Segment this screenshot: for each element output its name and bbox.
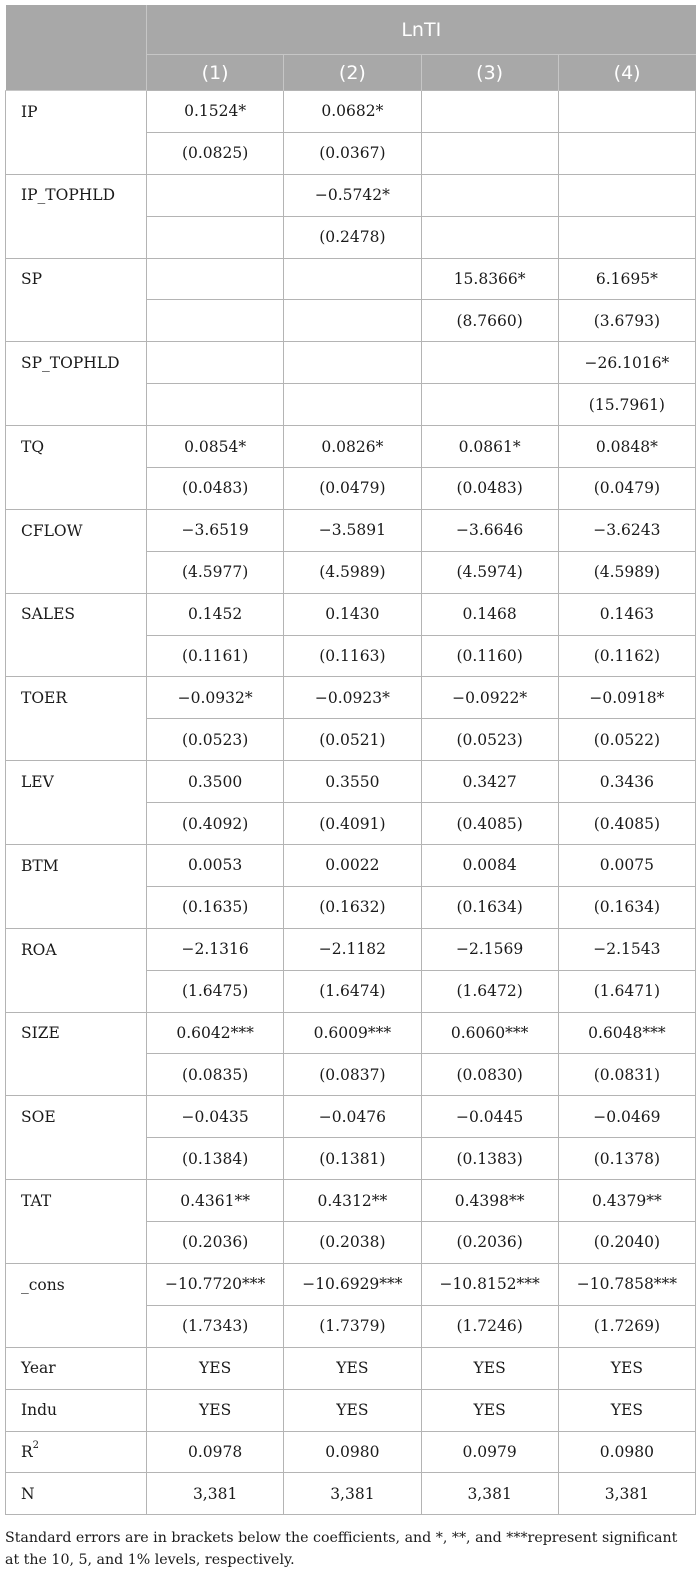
coefficient-cell: −0.5742* (284, 174, 421, 216)
coefficient-cell: −26.1016* (558, 342, 695, 384)
standard-error-cell: (1.7246) (421, 1305, 558, 1347)
coefficient-cell: 0.0053 (147, 845, 284, 887)
coefficient-cell: −2.1543 (558, 928, 695, 970)
standard-error-row (6, 803, 696, 845)
coefficient-cell: 0.4398** (421, 1180, 558, 1222)
coefficient-row (6, 928, 696, 970)
standard-error-cell: (0.2036) (147, 1222, 284, 1264)
coefficient-cell: 0.1524* (147, 91, 284, 133)
variable-label: SIZE (6, 1012, 147, 1054)
standard-error-cell: (0.1381) (284, 1138, 421, 1180)
coefficient-row (6, 1263, 696, 1305)
standard-error-cell: (1.6472) (421, 970, 558, 1012)
standard-error-cell: (4.5977) (147, 551, 284, 593)
standard-error-cell: (0.1162) (558, 635, 695, 677)
summary-cell: 3,381 (558, 1473, 695, 1515)
standard-error-cell: (0.0483) (147, 468, 284, 510)
summary-cell: YES (147, 1389, 284, 1431)
standard-error-cell: (1.6471) (558, 970, 695, 1012)
summary-row (6, 1431, 696, 1473)
variable-label: LEV (6, 761, 147, 803)
coefficient-cell (147, 342, 284, 384)
standard-error-cell: (0.0367) (284, 132, 421, 174)
summary-cell: YES (558, 1347, 695, 1389)
standard-error-cell: (0.0837) (284, 1054, 421, 1096)
standard-error-cell (147, 216, 284, 258)
standard-error-cell: (1.6474) (284, 970, 421, 1012)
variable-label: SP_TOPHLD (6, 342, 147, 384)
coefficient-cell: 0.3436 (558, 761, 695, 803)
coefficient-cell: −0.0923* (284, 677, 421, 719)
coefficient-cell (421, 342, 558, 384)
summary-row (6, 1473, 696, 1515)
standard-error-cell: (1.6475) (147, 970, 284, 1012)
coefficient-row (6, 174, 696, 216)
coefficient-cell: 0.6060*** (421, 1012, 558, 1054)
coefficient-cell: 0.1468 (421, 593, 558, 635)
coefficient-cell (147, 258, 284, 300)
coefficient-row (6, 1012, 696, 1054)
summary-cell: 0.0979 (421, 1431, 558, 1473)
summary-cell: 0.0978 (147, 1431, 284, 1473)
standard-error-cell: (4.5989) (558, 551, 695, 593)
standard-error-row (6, 384, 696, 426)
header-row-dependent-variable (6, 5, 696, 55)
standard-error-cell (284, 384, 421, 426)
summary-cell: YES (421, 1347, 558, 1389)
summary-label: Year (6, 1347, 147, 1389)
standard-error-cell: (0.1634) (558, 886, 695, 928)
summary-cell: YES (421, 1389, 558, 1431)
standard-error-row (6, 635, 696, 677)
variable-label: TAT (6, 1180, 147, 1222)
coefficient-cell: 15.8366* (421, 258, 558, 300)
variable-label: IP (6, 91, 147, 133)
standard-error-cell: (0.1163) (284, 635, 421, 677)
coefficient-cell: 6.1695* (558, 258, 695, 300)
standard-error-cell: (0.4091) (284, 803, 421, 845)
coefficient-cell (558, 174, 695, 216)
standard-error-cell (284, 300, 421, 342)
summary-cell: 0.0980 (284, 1431, 421, 1473)
coefficient-cell: −0.0469 (558, 1096, 695, 1138)
standard-error-cell: (0.2038) (284, 1222, 421, 1264)
coefficient-row (6, 761, 696, 803)
standard-error-cell: (0.4085) (421, 803, 558, 845)
coefficient-cell: −10.8152*** (421, 1263, 558, 1305)
coefficient-row (6, 845, 696, 887)
coefficient-row (6, 593, 696, 635)
standard-error-cell: (3.6793) (558, 300, 695, 342)
standard-error-row (6, 1305, 696, 1347)
variable-label: TQ (6, 426, 147, 468)
column-header: (3) (421, 55, 558, 91)
coefficient-cell (284, 258, 421, 300)
summary-cell: 3,381 (421, 1473, 558, 1515)
coefficient-row (6, 509, 696, 551)
standard-error-row (6, 216, 696, 258)
standard-error-cell: (0.1634) (421, 886, 558, 928)
standard-error-cell: (0.1383) (421, 1138, 558, 1180)
standard-error-row (6, 886, 696, 928)
standard-error-cell: (1.7343) (147, 1305, 284, 1347)
coefficient-cell: 0.1430 (284, 593, 421, 635)
coefficient-cell: 0.0084 (421, 845, 558, 887)
summary-label-base: R (21, 1442, 33, 1461)
standard-error-row (6, 1138, 696, 1180)
standard-error-cell: (0.1632) (284, 886, 421, 928)
standard-error-cell: (4.5989) (284, 551, 421, 593)
coefficient-row (6, 426, 696, 468)
regression-table-container (5, 5, 695, 1515)
standard-error-cell (421, 216, 558, 258)
coefficient-cell: 0.6009*** (284, 1012, 421, 1054)
standard-error-cell (147, 300, 284, 342)
standard-error-cell: (0.1378) (558, 1138, 695, 1180)
table-footnote: Standard errors are in brackets below the coefficients, and *, **, and ***represent significant at the 10, 5, and 1% levels, respectively. (5, 1530, 678, 1568)
coefficient-cell: −10.7720*** (147, 1263, 284, 1305)
standard-error-cell (147, 384, 284, 426)
coefficient-cell: −3.6519 (147, 509, 284, 551)
standard-error-row (6, 300, 696, 342)
coefficient-cell: −3.6243 (558, 509, 695, 551)
standard-error-cell: (4.5974) (421, 551, 558, 593)
coefficient-cell: −2.1182 (284, 928, 421, 970)
coefficient-cell: −0.0922* (421, 677, 558, 719)
summary-label: N (6, 1473, 147, 1515)
variable-label-spacer (6, 635, 147, 677)
standard-error-cell: (0.0825) (147, 132, 284, 174)
coefficient-cell: −3.5891 (284, 509, 421, 551)
standard-error-cell: (0.0522) (558, 719, 695, 761)
standard-error-cell: (15.7961) (558, 384, 695, 426)
variable-label-spacer (6, 1222, 147, 1264)
summary-cell: 0.0980 (558, 1431, 695, 1473)
variable-label: _cons (6, 1263, 147, 1305)
regression-table (5, 5, 696, 1515)
standard-error-row (6, 132, 696, 174)
coefficient-cell (421, 174, 558, 216)
summary-row (6, 1389, 696, 1431)
variable-label: SALES (6, 593, 147, 635)
table-body (6, 91, 696, 1515)
standard-error-row (6, 551, 696, 593)
variable-label: IP_TOPHLD (6, 174, 147, 216)
variable-label: CFLOW (6, 509, 147, 551)
coefficient-cell: 0.4312** (284, 1180, 421, 1222)
standard-error-cell: (0.0830) (421, 1054, 558, 1096)
coefficient-cell: 0.0861* (421, 426, 558, 468)
standard-error-cell (558, 132, 695, 174)
standard-error-cell: (1.7269) (558, 1305, 695, 1347)
standard-error-cell: (0.0523) (147, 719, 284, 761)
variable-label-spacer (6, 1138, 147, 1180)
variable-label: SP (6, 258, 147, 300)
standard-error-cell: (0.0479) (558, 468, 695, 510)
variable-label-spacer (6, 803, 147, 845)
variable-label: SOE (6, 1096, 147, 1138)
variable-label-spacer (6, 1305, 147, 1347)
coefficient-cell: 0.3427 (421, 761, 558, 803)
variable-label-spacer (6, 300, 147, 342)
summary-cell: YES (558, 1389, 695, 1431)
variable-label-spacer (6, 384, 147, 426)
coefficient-cell: −0.0918* (558, 677, 695, 719)
variable-label-spacer (6, 551, 147, 593)
standard-error-cell: (0.1635) (147, 886, 284, 928)
standard-error-cell: (0.4092) (147, 803, 284, 845)
standard-error-cell: (0.0523) (421, 719, 558, 761)
summary-row (6, 1347, 696, 1389)
variable-label-spacer (6, 1054, 147, 1096)
coefficient-cell: 0.0854* (147, 426, 284, 468)
coefficient-cell: 0.1452 (147, 593, 284, 635)
variable-label-spacer (6, 970, 147, 1012)
column-header: (4) (558, 55, 695, 91)
standard-error-row (6, 970, 696, 1012)
standard-error-row (6, 468, 696, 510)
variable-label: BTM (6, 845, 147, 887)
standard-error-cell: (0.2040) (558, 1222, 695, 1264)
variable-label-spacer (6, 132, 147, 174)
coefficient-cell: −2.1569 (421, 928, 558, 970)
standard-error-cell: (0.0521) (284, 719, 421, 761)
coefficient-cell (284, 342, 421, 384)
coefficient-cell: −3.6646 (421, 509, 558, 551)
variable-label: TOER (6, 677, 147, 719)
standard-error-cell: (1.7379) (284, 1305, 421, 1347)
coefficient-cell: −0.0932* (147, 677, 284, 719)
coefficient-row (6, 1180, 696, 1222)
coefficient-cell: −10.6929*** (284, 1263, 421, 1305)
coefficient-cell: 0.0848* (558, 426, 695, 468)
coefficient-cell: −0.0435 (147, 1096, 284, 1138)
summary-cell: 3,381 (284, 1473, 421, 1515)
coefficient-cell: 0.0022 (284, 845, 421, 887)
column-header: (2) (284, 55, 421, 91)
variable-label-spacer (6, 468, 147, 510)
coefficient-cell: 0.4379** (558, 1180, 695, 1222)
coefficient-cell: −10.7858*** (558, 1263, 695, 1305)
standard-error-cell: (0.1161) (147, 635, 284, 677)
coefficient-cell: 0.3550 (284, 761, 421, 803)
standard-error-cell: (0.4085) (558, 803, 695, 845)
standard-error-cell: (0.1160) (421, 635, 558, 677)
standard-error-cell: (0.0479) (284, 468, 421, 510)
standard-error-row (6, 1054, 696, 1096)
coefficient-cell: 0.0075 (558, 845, 695, 887)
summary-label: Indu (6, 1389, 147, 1431)
standard-error-row (6, 719, 696, 761)
coefficient-row (6, 258, 696, 300)
coefficient-row (6, 342, 696, 384)
standard-error-cell (421, 132, 558, 174)
summary-label (6, 1431, 147, 1473)
coefficient-cell: −0.0476 (284, 1096, 421, 1138)
standard-error-cell: (0.0831) (558, 1054, 695, 1096)
header-corner-cell (6, 5, 147, 91)
standard-error-cell: (0.2478) (284, 216, 421, 258)
coefficient-cell: 0.6048*** (558, 1012, 695, 1054)
coefficient-cell: 0.6042*** (147, 1012, 284, 1054)
coefficient-row (6, 677, 696, 719)
coefficient-cell: 0.0682* (284, 91, 421, 133)
coefficient-row (6, 91, 696, 133)
coefficient-cell: 0.1463 (558, 593, 695, 635)
standard-error-cell: (0.0483) (421, 468, 558, 510)
standard-error-cell (558, 216, 695, 258)
summary-cell: YES (284, 1389, 421, 1431)
coefficient-cell (147, 174, 284, 216)
variable-label-spacer (6, 886, 147, 928)
coefficient-cell: −2.1316 (147, 928, 284, 970)
coefficient-cell: 0.0826* (284, 426, 421, 468)
column-header: (1) (147, 55, 284, 91)
standard-error-cell: (8.7660) (421, 300, 558, 342)
standard-error-cell (421, 384, 558, 426)
coefficient-cell: 0.3500 (147, 761, 284, 803)
standard-error-cell: (0.0835) (147, 1054, 284, 1096)
dependent-variable-header: LnTI (147, 5, 696, 55)
summary-cell: YES (147, 1347, 284, 1389)
standard-error-cell: (0.1384) (147, 1138, 284, 1180)
summary-cell: 3,381 (147, 1473, 284, 1515)
summary-cell: YES (284, 1347, 421, 1389)
standard-error-cell: (0.2036) (421, 1222, 558, 1264)
coefficient-cell: −0.0445 (421, 1096, 558, 1138)
variable-label-spacer (6, 216, 147, 258)
coefficient-cell: 0.4361** (147, 1180, 284, 1222)
summary-label-superscript: 2 (32, 1439, 40, 1451)
variable-label-spacer (6, 719, 147, 761)
standard-error-row (6, 1222, 696, 1264)
coefficient-row (6, 1096, 696, 1138)
variable-label: ROA (6, 928, 147, 970)
coefficient-cell (558, 91, 695, 133)
coefficient-cell (421, 91, 558, 133)
